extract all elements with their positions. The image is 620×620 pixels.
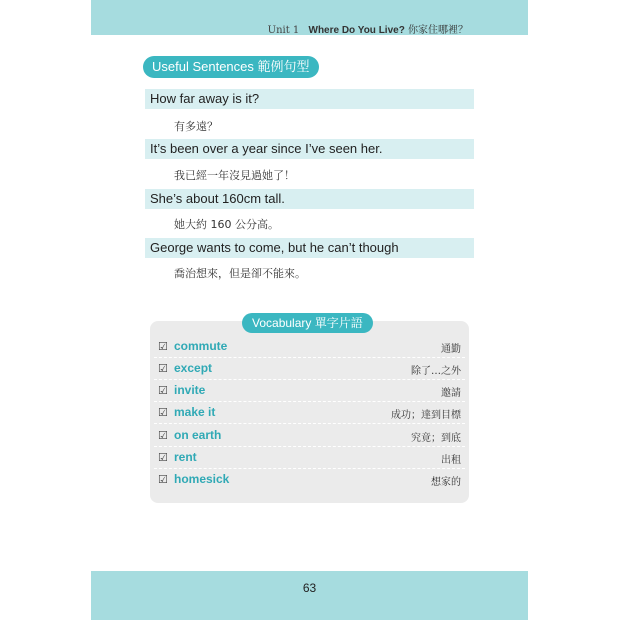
sentence-zh: 我已經一年沒見過她了！ bbox=[174, 169, 295, 182]
checkbox-icon: ☑ bbox=[158, 384, 168, 397]
vocab-word: except bbox=[174, 361, 213, 375]
checkbox-icon: ☑ bbox=[158, 473, 168, 486]
vocab-word: make it bbox=[174, 405, 216, 419]
vocab-meaning: 究竟；到底 bbox=[411, 433, 461, 444]
checkbox-icon: ☑ bbox=[158, 451, 168, 464]
useful-sentences-heading: Useful Sentences 範例句型 bbox=[143, 56, 319, 78]
checkbox-icon: ☑ bbox=[158, 406, 168, 419]
sentence-zh: 有多遠？ bbox=[174, 120, 218, 133]
vocab-meaning: 除了…之外 bbox=[411, 366, 461, 377]
sentence-zh: 喬治想來，但是卻不能來。 bbox=[174, 267, 306, 280]
row-divider bbox=[154, 423, 465, 424]
sentence-zh: 她大約 160 公分高。 bbox=[174, 218, 279, 231]
vocab-meaning: 想家的 bbox=[431, 477, 461, 488]
vocab-row bbox=[150, 447, 469, 469]
vocab-meaning: 通勤 bbox=[441, 344, 461, 355]
unit-title-zh: 你家住哪裡？ bbox=[408, 25, 468, 36]
checkbox-icon: ☑ bbox=[158, 340, 168, 353]
vocab-word: rent bbox=[174, 450, 197, 464]
vocab-row bbox=[150, 425, 469, 447]
vocab-row bbox=[150, 358, 469, 380]
vocab-word: commute bbox=[174, 339, 228, 353]
sentence-en: It’s been over a year since I’ve seen her. bbox=[145, 139, 474, 159]
sentence-en: How far away is it? bbox=[145, 89, 474, 109]
page-number: 63 bbox=[302, 581, 317, 595]
checkbox-icon: ☑ bbox=[158, 429, 168, 442]
vocab-row bbox=[150, 402, 469, 424]
vocab-meaning: 邀請 bbox=[441, 388, 461, 399]
vocab-word: invite bbox=[174, 383, 206, 397]
vocabulary-heading: Vocabulary 單字片語 bbox=[242, 313, 373, 333]
vocab-meaning: 出租 bbox=[441, 455, 461, 466]
unit-title: Where Do You Live? bbox=[308, 25, 405, 36]
checkbox-icon: ☑ bbox=[158, 362, 168, 375]
vocab-row bbox=[150, 380, 469, 402]
vocab-row bbox=[150, 469, 469, 491]
vocab-row bbox=[150, 336, 469, 358]
vocab-meaning: 成功；達到目標 bbox=[391, 410, 461, 421]
sentence-en: George wants to come, but he can’t though bbox=[145, 238, 474, 258]
vocab-word: homesick bbox=[174, 472, 230, 486]
sentence-en: She’s about 160cm tall. bbox=[145, 189, 474, 209]
unit-number: Unit 1 bbox=[267, 25, 300, 36]
vocab-word: on earth bbox=[174, 428, 222, 442]
unit-header bbox=[268, 21, 468, 36]
footer-band bbox=[91, 571, 528, 620]
